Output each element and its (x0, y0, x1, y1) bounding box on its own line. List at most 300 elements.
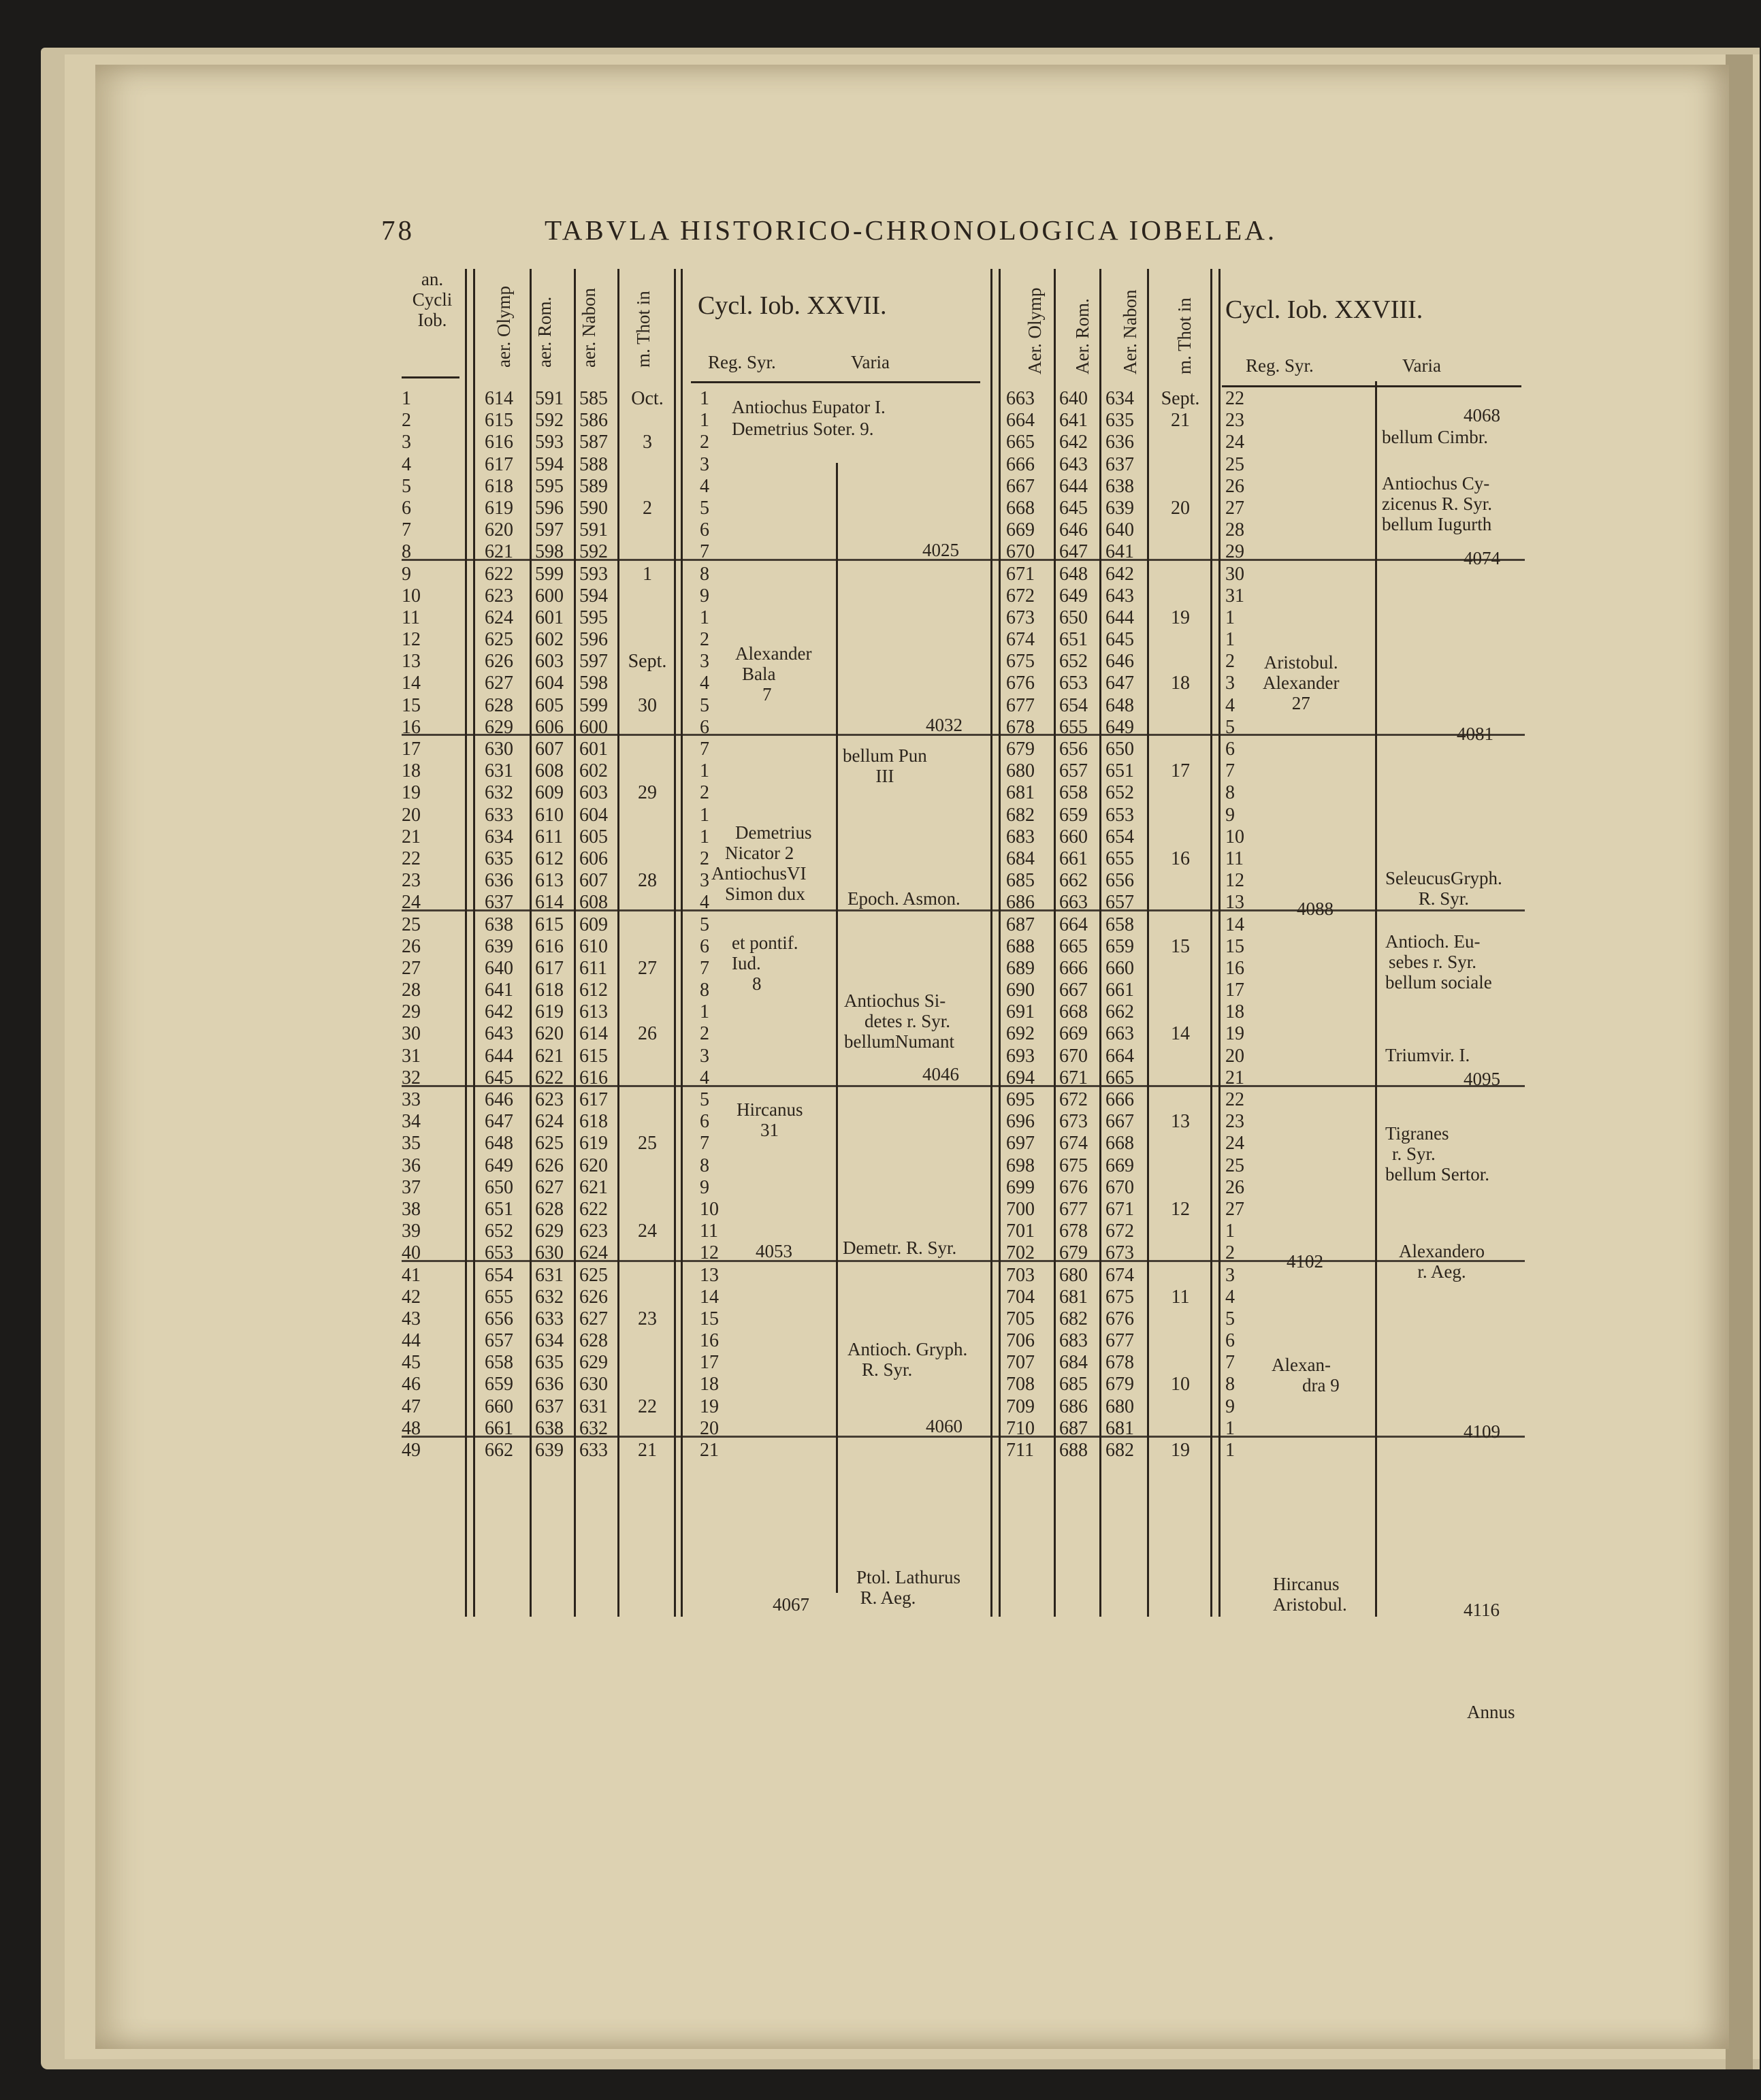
cell: 697 (1006, 1133, 1035, 1154)
cell (1152, 1352, 1208, 1374)
cell (623, 805, 672, 826)
cell: 21 (700, 1440, 719, 1461)
cell: 663 (1006, 388, 1035, 409)
cell: 611 (579, 957, 607, 979)
cell: 602 (579, 760, 608, 782)
cell: 676 (1105, 1308, 1134, 1329)
cell: 22 (402, 847, 421, 869)
cell: 17 (1225, 980, 1244, 1001)
cell: 594 (535, 453, 564, 475)
cell: 641 (1059, 410, 1088, 432)
col-header-reg-syr-2: Reg. Syr. (1246, 355, 1314, 376)
column-reg-syr (700, 388, 734, 1461)
cell (1152, 717, 1208, 739)
cell (623, 1111, 672, 1133)
cell: 3 (700, 651, 709, 673)
cell: 703 (1006, 1264, 1035, 1286)
cell: 9 (402, 563, 411, 585)
cell: 609 (579, 914, 608, 935)
cell (623, 892, 672, 914)
col-header-aer-rom: aer. Rom. (534, 296, 555, 368)
cell: 677 (1006, 694, 1035, 716)
cell (1152, 1001, 1208, 1023)
cell: 14 (1171, 1023, 1190, 1045)
cell: 631 (579, 1395, 608, 1417)
cell: 686 (1059, 1395, 1088, 1417)
cell: 671 (1059, 1067, 1088, 1088)
cell: 606 (535, 716, 564, 738)
cell: 689 (1006, 957, 1035, 979)
cell: 27 (402, 957, 421, 979)
cell: 664 (1059, 914, 1088, 935)
note-demetr-syr: Demetr. R. Syr. (843, 1238, 957, 1258)
cell (1152, 651, 1208, 673)
cell: 626 (485, 651, 513, 673)
cell: 670 (1059, 1045, 1088, 1067)
cell: 604 (535, 673, 564, 694)
cell: 11 (700, 1221, 718, 1242)
cell (623, 1046, 672, 1067)
cell: 683 (1059, 1330, 1088, 1352)
cell: 587 (579, 432, 608, 453)
cell: 662 (1059, 870, 1088, 892)
cell: 693 (1006, 1045, 1035, 1067)
cell: 675 (1105, 1286, 1134, 1308)
cell: 599 (535, 563, 564, 585)
cell (1152, 782, 1208, 804)
cell (623, 980, 672, 1001)
cell: 17 (402, 739, 421, 760)
note-antiochus-eupator: Antiochus Eupator I. (732, 397, 886, 417)
cell: 656 (485, 1308, 513, 1329)
cell: 673 (1105, 1242, 1134, 1264)
cell: 627 (579, 1308, 608, 1329)
cell: 648 (1059, 563, 1088, 585)
col-header-aer-nabon-2: Aer. Nabon (1120, 289, 1140, 374)
cell: 659 (485, 1374, 513, 1395)
cell: 11 (1171, 1286, 1190, 1308)
cell: 637 (485, 892, 513, 914)
cell: 628 (579, 1330, 608, 1352)
cell: 23 (402, 870, 421, 892)
cell: 5 (1225, 1308, 1235, 1329)
cell: 637 (535, 1395, 564, 1417)
cell: 3 (700, 870, 709, 892)
book-gutter (1726, 54, 1753, 2069)
cell: 656 (1059, 739, 1088, 760)
cell: 657 (1059, 760, 1088, 782)
column-reg-syr-2 (1225, 388, 1259, 1461)
cell: 633 (579, 1440, 608, 1461)
cell (623, 1067, 672, 1089)
cell: 702 (1006, 1242, 1035, 1264)
cell: 602 (535, 629, 564, 651)
cell: 680 (1105, 1395, 1134, 1417)
note-tigranes: Tigranes r. Syr. bellum Sertor. (1385, 1123, 1489, 1184)
column-m-thot-2 (1152, 388, 1208, 1461)
cell: 26 (402, 935, 421, 957)
cell: 660 (1059, 826, 1088, 847)
col-header-aer-olymp: aer. Olymp (494, 286, 514, 368)
cell: 32 (402, 1067, 421, 1088)
cell: 26 (1225, 1176, 1244, 1198)
note-demetrius-soter: Demetrius Soter. 9. (732, 419, 874, 439)
cell: 30 (1225, 563, 1244, 585)
cell: 5 (700, 694, 709, 716)
cell: 653 (1059, 673, 1088, 694)
column-aer-olymp (485, 388, 528, 1461)
column-aer-rom-2 (1059, 388, 1099, 1461)
cell (1152, 476, 1208, 498)
cell: 671 (1105, 1198, 1134, 1220)
cycle-left-title: Cycl. Iob. XXVII. (698, 291, 887, 320)
cell: 646 (1059, 519, 1088, 541)
cell: 31 (1225, 585, 1244, 607)
cell: 623 (579, 1221, 608, 1242)
cell: 640 (485, 957, 513, 979)
cell: 7 (1225, 760, 1235, 782)
cell: 595 (579, 607, 608, 628)
cell (623, 1418, 672, 1440)
cell (623, 1177, 672, 1199)
cell: 6 (700, 519, 709, 541)
cell: 27 (1225, 1198, 1244, 1220)
cell: 658 (485, 1352, 513, 1374)
cell: 24 (402, 892, 421, 914)
cell: 691 (1006, 1001, 1035, 1023)
cell: 705 (1006, 1308, 1035, 1329)
cell: 22 (1225, 388, 1244, 409)
cell: 620 (579, 1154, 608, 1176)
cell: 1 (700, 388, 709, 409)
note-alexander-bala: Alexander Bala 7 (735, 643, 812, 705)
cell: 707 (1006, 1352, 1035, 1374)
cell: 20 (1225, 1045, 1244, 1067)
rule (836, 463, 838, 1593)
cell: 603 (579, 782, 608, 804)
cell: 35 (402, 1133, 421, 1154)
cell: 615 (579, 1045, 608, 1067)
cell: 31 (402, 1045, 421, 1067)
cell: 629 (535, 1221, 564, 1242)
cell: 662 (1105, 1001, 1134, 1023)
cell: 627 (485, 673, 513, 694)
cell: 650 (485, 1176, 513, 1198)
note-seleucus-gryph: SeleucusGryph. R. Syr. (1385, 868, 1502, 909)
note-hircanus: Hircanus 31 (737, 1099, 803, 1140)
cell: 2 (700, 847, 709, 869)
cell: 641 (1105, 541, 1134, 563)
cell: 25 (638, 1133, 657, 1154)
cell: 26 (638, 1023, 657, 1045)
cell: 26 (1225, 475, 1244, 497)
cell: 49 (402, 1440, 421, 1461)
cell: 669 (1059, 1023, 1088, 1045)
cell: 644 (1105, 607, 1134, 628)
cell (623, 1242, 672, 1264)
cell: 632 (485, 782, 513, 804)
cell (623, 717, 672, 739)
cell: 21 (638, 1440, 657, 1461)
cell: 25 (1225, 1154, 1244, 1176)
cell (623, 848, 672, 870)
column-m-thot (623, 388, 672, 1461)
cell: 1 (700, 607, 709, 628)
catchword: Annus (1467, 1702, 1515, 1722)
cell: 635 (535, 1352, 564, 1374)
cell (1152, 1221, 1208, 1242)
cell: 698 (1006, 1154, 1035, 1176)
cell: 655 (1059, 716, 1088, 738)
cell (1152, 519, 1208, 541)
note-year-4081: 4081 (1457, 724, 1493, 744)
cell: 10 (1171, 1374, 1190, 1395)
column-aer-nabon-2 (1105, 388, 1146, 1461)
cell: 629 (485, 716, 513, 738)
cell: 677 (1059, 1198, 1088, 1220)
cell: 679 (1105, 1374, 1134, 1395)
cell: 648 (1105, 694, 1134, 716)
cell: 34 (402, 1111, 421, 1133)
cell: 13 (700, 1264, 719, 1286)
cell: 1 (1225, 1417, 1235, 1439)
cell: 667 (1059, 980, 1088, 1001)
cell: 670 (1006, 541, 1035, 563)
cell: 597 (579, 651, 608, 673)
cell: 21 (1225, 1067, 1244, 1088)
cell: 633 (535, 1308, 564, 1329)
cell: 28 (638, 870, 657, 892)
cell: 593 (535, 432, 564, 453)
rule (691, 381, 980, 383)
cell: 33 (402, 1089, 421, 1110)
note-aristobul-alexander: Aristobul. Alexander 27 (1263, 652, 1340, 713)
cell: 47 (402, 1395, 421, 1417)
cell: 650 (1105, 739, 1134, 760)
cell (1152, 1330, 1208, 1352)
cell: 667 (1105, 1111, 1134, 1133)
cell: 5 (1225, 716, 1235, 738)
cell: 630 (535, 1242, 564, 1264)
cell (623, 607, 672, 629)
cell: 20 (700, 1417, 719, 1439)
page-title: TABVLA HISTORICO-CHRONOLOGICA IOBELEA. (545, 214, 1278, 246)
cell: 661 (1059, 847, 1088, 869)
cell (623, 476, 672, 498)
cell: 10 (700, 1198, 719, 1220)
cell: 621 (535, 1045, 564, 1067)
cell: 639 (535, 1440, 564, 1461)
cell: 682 (1105, 1440, 1134, 1461)
cell (623, 826, 672, 848)
cell: 681 (1059, 1286, 1088, 1308)
cell: 666 (1059, 957, 1088, 979)
rule (681, 269, 683, 1617)
cell: 614 (535, 892, 564, 914)
cell: 38 (402, 1198, 421, 1220)
cell: 4 (700, 1067, 709, 1088)
cell: 631 (485, 760, 513, 782)
cell: 680 (1006, 760, 1035, 782)
cell (623, 760, 672, 782)
cell: 706 (1006, 1330, 1035, 1352)
col-header-varia: Varia (851, 352, 890, 372)
cell: 641 (485, 980, 513, 1001)
cell: 591 (579, 519, 608, 541)
cell: 642 (1059, 432, 1088, 453)
cell: 638 (1105, 475, 1134, 497)
cell (1152, 1418, 1208, 1440)
cell: 24 (1225, 432, 1244, 453)
cell: 657 (485, 1330, 513, 1352)
cell: 643 (485, 1023, 513, 1045)
cell: 620 (535, 1023, 564, 1045)
cell: 640 (1105, 519, 1134, 541)
cell: 1 (1225, 1221, 1235, 1242)
cell: 682 (1006, 804, 1035, 826)
cell: 652 (1105, 782, 1134, 804)
cell: 661 (1105, 980, 1134, 1001)
cell: 632 (535, 1286, 564, 1308)
cell: 651 (1059, 629, 1088, 651)
cell: 45 (402, 1352, 421, 1374)
cell (1152, 739, 1208, 760)
cell: 624 (579, 1242, 608, 1264)
cell: 624 (535, 1111, 564, 1133)
cell: 28 (1225, 519, 1244, 541)
cell: 653 (1105, 804, 1134, 826)
cell: 710 (1006, 1417, 1035, 1439)
rule (1218, 269, 1221, 1617)
cell: 20 (1171, 497, 1190, 519)
rule (402, 376, 459, 378)
cell: 12 (402, 629, 421, 651)
cell: 654 (1059, 694, 1088, 716)
cell: 645 (485, 1067, 513, 1088)
cell (623, 454, 672, 476)
cell: 639 (485, 935, 513, 957)
cell: 5 (700, 497, 709, 519)
cell: 21 (1171, 410, 1190, 432)
cell: 619 (485, 497, 513, 519)
cell: 647 (485, 1111, 513, 1133)
cell: 7 (700, 957, 709, 979)
col-header-aer-rom-2: Aer. Rom. (1072, 298, 1093, 374)
cell (623, 519, 672, 541)
cell: 1 (1225, 629, 1235, 651)
cell (1152, 695, 1208, 717)
cell: 676 (1006, 673, 1035, 694)
cell: 634 (535, 1330, 564, 1352)
cell: 18 (402, 760, 421, 782)
cell (1152, 1046, 1208, 1067)
cell: 9 (1225, 804, 1235, 826)
note-triumvir: Triumvir. I. (1385, 1045, 1470, 1065)
cell: 5 (402, 475, 411, 497)
cell: 660 (485, 1395, 513, 1417)
cell: 619 (579, 1133, 608, 1154)
cell: 12 (1225, 870, 1244, 892)
cell: 642 (1105, 563, 1134, 585)
cell (1152, 1308, 1208, 1330)
cell (1152, 585, 1208, 607)
cell: 14 (1225, 914, 1244, 935)
cell: 8 (700, 980, 709, 1001)
cell: 3 (700, 1045, 709, 1067)
cell: 4 (1225, 1286, 1235, 1308)
cell: 43 (402, 1308, 421, 1329)
cell (1152, 1177, 1208, 1199)
cell: 16 (1171, 847, 1190, 869)
note-et-pontif: et pontif. Iud. 8 (732, 933, 798, 994)
column-aer-nabon (579, 388, 617, 1461)
cell: 46 (402, 1374, 421, 1395)
cell: 21 (402, 826, 421, 847)
cell: 1 (700, 826, 709, 847)
col-header-aer-olymp-2: Aer. Olymp (1024, 287, 1045, 374)
page-number: 78 (381, 214, 415, 246)
cell: 634 (485, 826, 513, 847)
cell: 598 (579, 673, 608, 694)
cell: 27 (1225, 497, 1244, 519)
cell: 622 (579, 1198, 608, 1220)
cell: 674 (1059, 1133, 1088, 1154)
cell: 704 (1006, 1286, 1035, 1308)
cell: 628 (535, 1198, 564, 1220)
cell: 613 (535, 870, 564, 892)
cell: 592 (535, 410, 564, 432)
cell: 9 (700, 1176, 709, 1198)
cell: 651 (485, 1198, 513, 1220)
cell: 6 (700, 1111, 709, 1133)
cell: 2 (700, 629, 709, 651)
cell: 708 (1006, 1374, 1035, 1395)
cell: 675 (1006, 651, 1035, 673)
cell: 2 (700, 782, 709, 804)
cell: 644 (1059, 475, 1088, 497)
note-alexandra: Alexan- dra 9 (1272, 1355, 1340, 1395)
cell: 617 (485, 453, 513, 475)
cell: 623 (535, 1089, 564, 1110)
cell: 616 (485, 432, 513, 453)
cell: 630 (485, 739, 513, 760)
cell: 5 (700, 1089, 709, 1110)
cell (623, 914, 672, 936)
cycle-right-title: Cycl. Iob. XXVIII. (1225, 295, 1423, 324)
cell: 607 (579, 870, 608, 892)
cell: 23 (638, 1308, 657, 1329)
cell: 673 (1059, 1111, 1088, 1133)
cell: 7 (700, 1133, 709, 1154)
rule (674, 269, 676, 1617)
cell: 695 (1006, 1089, 1035, 1110)
note-hircanus-aristobul: Hircanus Aristobul. (1273, 1574, 1347, 1615)
note-antiochus-cyzicenus: Antiochus Cy- zicenus R. Syr. bellum Iugurth (1382, 473, 1492, 534)
cell (623, 629, 672, 651)
cell (1152, 1242, 1208, 1264)
cell: 637 (1105, 453, 1134, 475)
cell: 655 (1105, 847, 1134, 869)
cell: 692 (1006, 1023, 1035, 1045)
cell: 4 (700, 673, 709, 694)
cell: 688 (1006, 935, 1035, 957)
cell: 653 (485, 1242, 513, 1264)
cell: 625 (535, 1133, 564, 1154)
cell: 701 (1006, 1221, 1035, 1242)
cell: 629 (579, 1352, 608, 1374)
cell: 661 (485, 1417, 513, 1439)
cell: 29 (1225, 541, 1244, 563)
